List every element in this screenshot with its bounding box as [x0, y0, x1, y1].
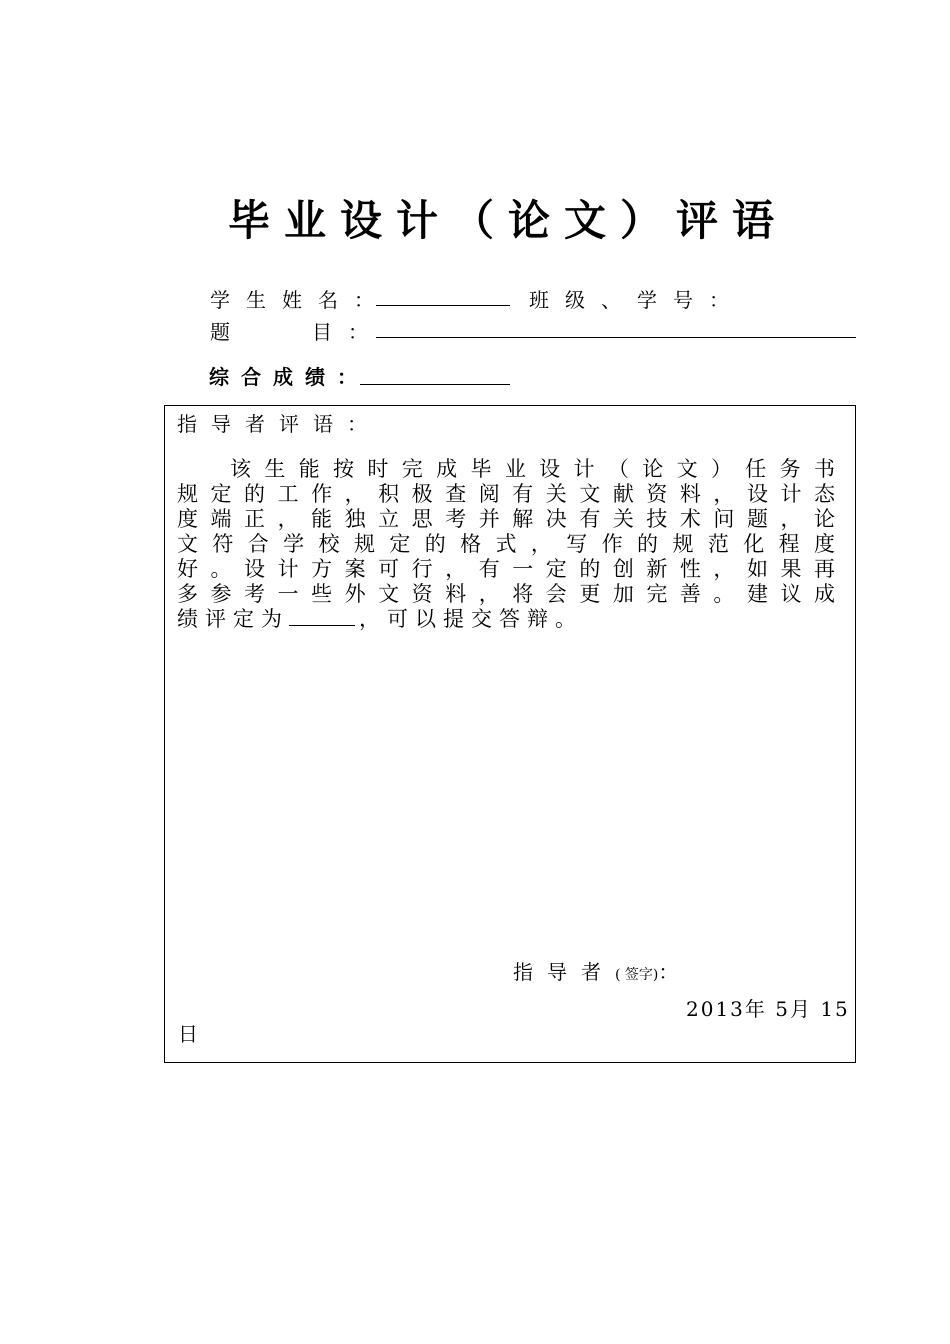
- date-day-char: 日: [178, 1022, 200, 1046]
- review-line-1: 该生能按时完成毕业设计（论文）任务书: [230, 457, 842, 481]
- signature-colon: ：: [658, 960, 693, 984]
- signature-label: 指导者: [513, 960, 615, 984]
- class-id-label: 班级、学号：: [529, 288, 745, 312]
- student-name-label: 学生姓名：: [210, 288, 390, 312]
- review-line-7-suffix: ，可以提交答辩。: [359, 607, 583, 631]
- review-line-7-prefix: 绩评定为: [177, 607, 289, 631]
- review-line-5: 好。设计方案可行，有一定的创新性，如果再: [177, 557, 842, 581]
- review-line-6: 多参考一些外文资料，将会更加完善。建议成: [177, 582, 842, 606]
- date-line: 2013年 5月 15: [686, 997, 850, 1021]
- total-score-label: 综合成绩：: [209, 365, 369, 389]
- signature-note: ( 签字): [615, 967, 659, 983]
- review-line-7: [177, 607, 583, 632]
- signature-line: [513, 956, 692, 985]
- review-line-4: 文符合学校规定的格式，写作的规范化程度: [177, 532, 842, 556]
- page-title: 毕业设计（论文）评语: [227, 196, 788, 245]
- review-line-2: 规定的工作，积极查阅有关文献资料，设计态: [177, 482, 842, 506]
- topic-label-right: 目：: [312, 320, 384, 344]
- review-line-3: 度端正，能独立思考并解决有关技术问题，论: [177, 507, 842, 531]
- topic-label-left: 题: [210, 320, 246, 344]
- student-name-blank: [376, 305, 510, 306]
- review-heading: 指导者评语：: [177, 412, 381, 436]
- topic-blank: [376, 337, 856, 338]
- total-score-blank: [360, 384, 510, 385]
- grade-blank: [289, 607, 355, 626]
